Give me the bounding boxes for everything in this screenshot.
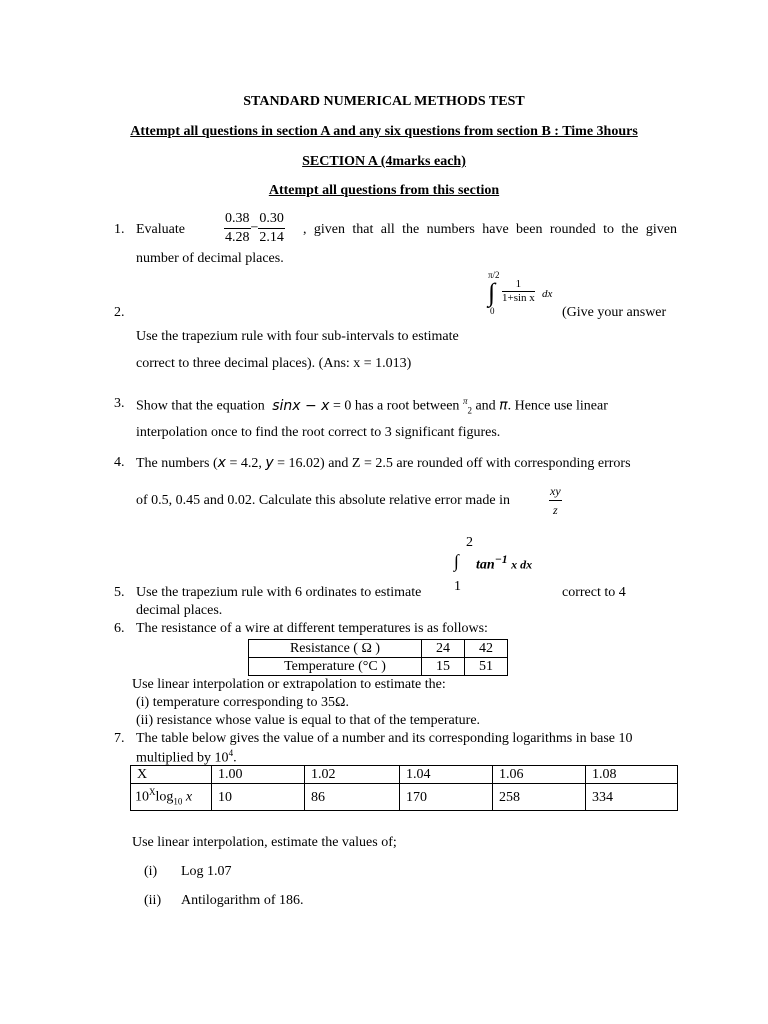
q6-after2: (i) temperature corresponding to 35Ω. — [136, 695, 349, 710]
q5-right: correct to 4 — [562, 585, 626, 600]
section-note: Attempt all questions from this section — [268, 183, 500, 198]
q6-after3: (ii) resistance whose value is equal to that of the temperature. — [136, 713, 481, 728]
q3-line1: Show that the equation sinx − x = 0 has a root between $^\pi_2$ and π. Hence use linear — [136, 396, 608, 416]
q1-fraction-a: $\frac{0.38}{4.28}$ — [225, 211, 250, 245]
q2-number: 2. — [114, 305, 125, 320]
q1-fraction-b: $\frac{0.30}{2.14}$ — [259, 211, 284, 245]
instructions: Attempt all questions in section A and any six questions from section B : Time 3hours — [130, 124, 638, 139]
q7-sub-i: Log 1.07 — [181, 864, 232, 879]
q5-integral: 2 ∫ 1 $\tan^{-1} x$ dx — [454, 535, 533, 594]
q6-number: 6. — [114, 621, 125, 636]
q5-line1: Use the trapezium rule with 6 ordinates to estimate — [136, 585, 422, 600]
q3-line2: interpolation once to find the root correct to 3 significant figures. — [136, 425, 501, 440]
q7-sub-i-label: (i) — [144, 864, 158, 879]
q2-line1: Use the trapezium rule with four sub-intervals to estimate — [136, 329, 459, 344]
q2-integral: π/2 ∫ 0 $\frac{1}{\text{1+sin x}}$ dx — [488, 270, 553, 316]
table-row: X 1.00 1.02 1.04 1.06 1.08 — [131, 766, 678, 784]
q1-lead: Evaluate — [136, 222, 185, 237]
q7-line2: multiplied by $10^4$. — [136, 748, 237, 766]
q4-line2: of 0.5, 0.45 and 0.02. Calculate this absolute relative error made in — [136, 493, 511, 508]
q4-line1: The numbers (x = 4.2, y = 16.02) and Z = 2.5 are rounded off with corresponding errors — [136, 455, 631, 471]
table-row: Temperature (°C ) 15 51 — [249, 658, 508, 676]
q1-tail: , given that all the numbers have been rounded to the given — [303, 222, 677, 237]
page-title: STANDARD NUMERICAL METHODS TEST — [243, 94, 525, 109]
q5-line2: decimal places. — [136, 603, 223, 618]
q6-after1: Use linear interpolation or extrapolation to estimate the: — [132, 677, 446, 692]
q4-number: 4. — [114, 455, 125, 470]
resistance-table — [248, 639, 508, 676]
q3-number: 3. — [114, 396, 125, 411]
log-table — [130, 765, 678, 811]
q7-sub-ii-label: (ii) — [144, 893, 162, 908]
q2-line2: correct to three decimal places). (Ans: x = 1.013) — [136, 356, 412, 371]
section-heading: SECTION A (4marks each) — [302, 154, 466, 169]
q1-line2: number of decimal places. — [136, 251, 284, 266]
q6-line1: The resistance of a wire at different temperatures is as follows: — [136, 621, 488, 636]
q5-number: 5. — [114, 585, 125, 600]
q1-expression: $\frac{0.38}{4.28}$ − $\frac{0.30}{2.14}$ — [225, 211, 284, 245]
table-row: $10^X\log_{10}$ x 10 86 170 258 334 — [131, 784, 678, 811]
q7-number: 7. — [114, 731, 125, 746]
table-row: Resistance ( Ω ) 24 42 — [249, 640, 508, 658]
q7-after: Use linear interpolation, estimate the values of; — [132, 835, 397, 850]
q7-sub-ii: Antilogarithm of 186. — [181, 893, 304, 908]
q1-number: 1. — [114, 222, 125, 237]
q2-right: (Give your answer — [562, 305, 667, 320]
q4-fraction: $\frac{xy}{z}$ — [550, 484, 561, 517]
q7-line1: The table below gives the value of a number and its corresponding logarithms in base 10 — [136, 731, 633, 746]
